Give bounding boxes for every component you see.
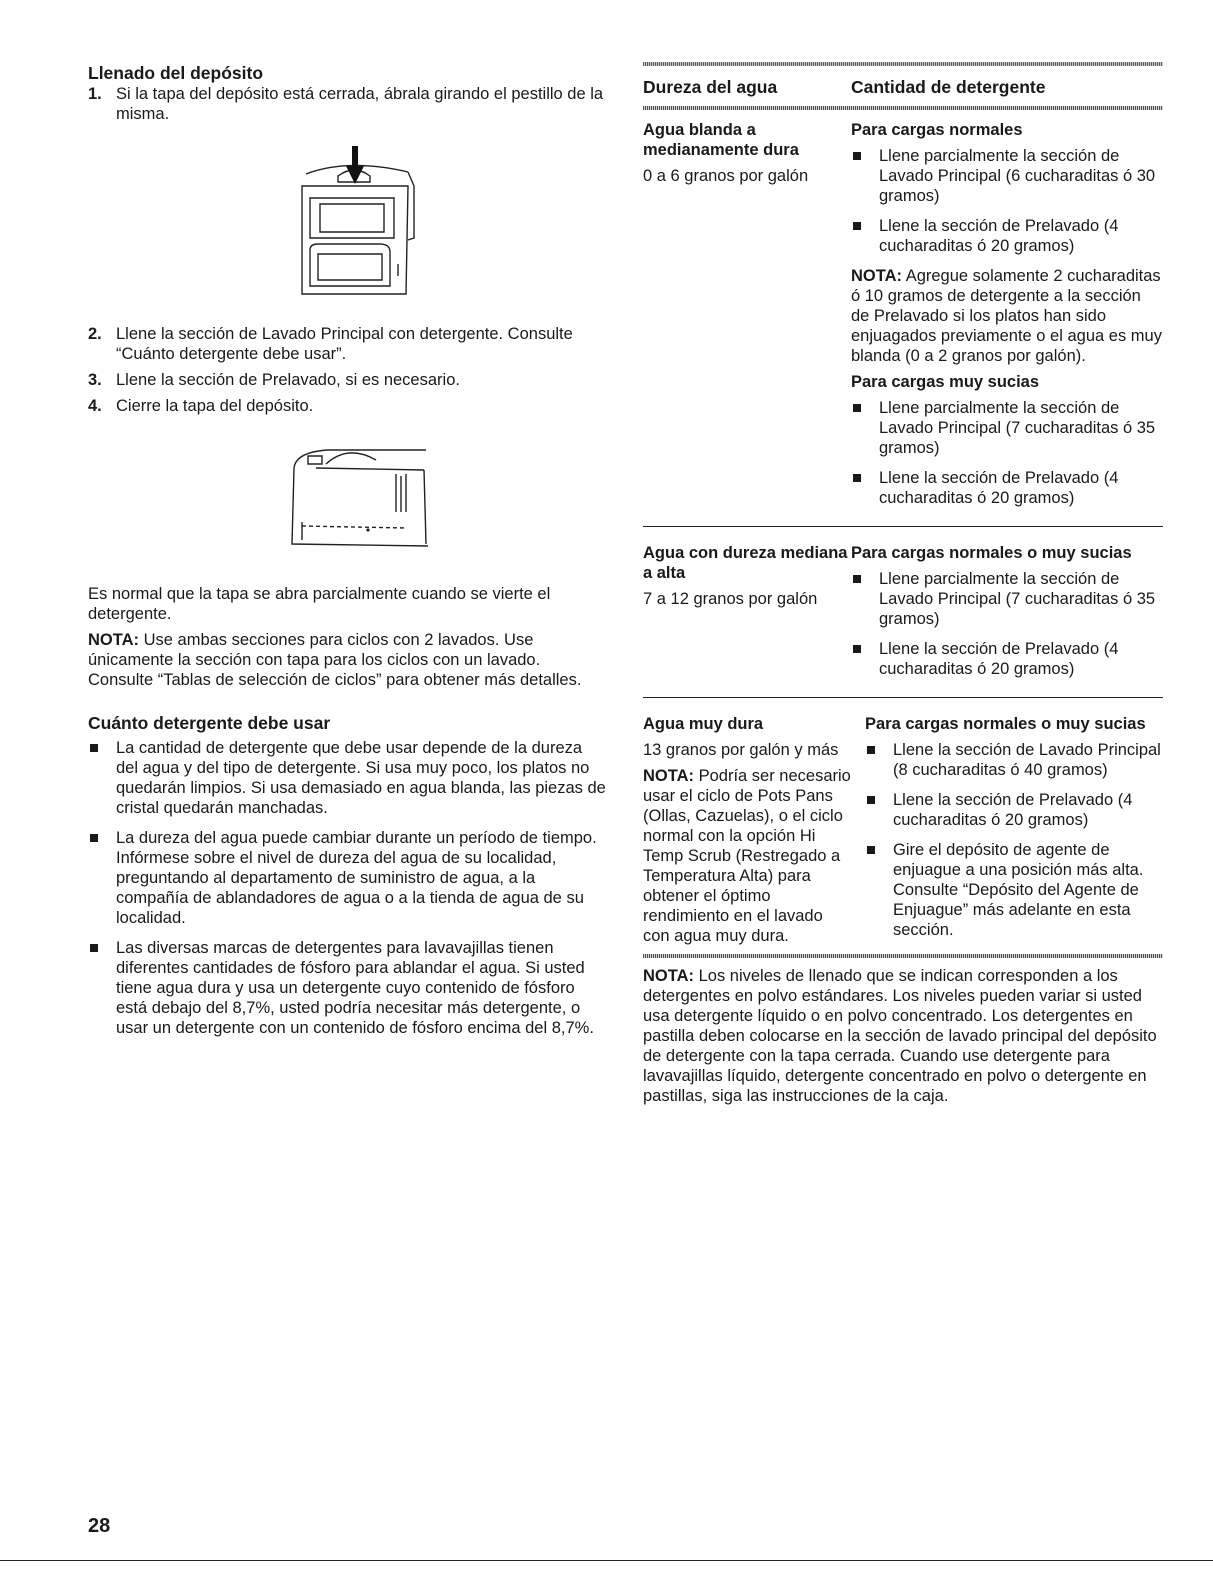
list-item: Gire el depósito de agente de enjuague a una posición más alta. Consulte “Depósito del Agente de Enjuague” más adelante en esta sección. <box>865 840 1163 940</box>
amount-bullet-1: La cantidad de detergente que debe usar depende de la dureza del agua y del tipo de detergente. Si usa muy poco, los platos no quedarán limpios. Si usa demasiado en agua blanda, las piezas de cristal quedarán manchadas. <box>88 738 608 818</box>
page-number: 28 <box>88 1515 111 1537</box>
row3-text: 13 granos por galón y más <box>643 741 839 759</box>
row2-bullets <box>851 569 1163 679</box>
table-row <box>643 110 1163 518</box>
step-4: 4. Cierre la tapa del depósito. <box>88 397 314 415</box>
table-header <box>643 66 1163 106</box>
amount-bullets <box>88 738 608 1038</box>
fill-steps-cont <box>88 324 608 416</box>
nota-paragraph: NOTA: Use ambas secciones para ciclos con 2 lavados. Use únicamente la sección con tapa para los ciclos con un lavado. Consulte “Tablas de selección de ciclos” para obtener más detalles. <box>88 631 582 689</box>
list-item: Llene la sección de Prelavado (4 cucharaditas ó 20 gramos) <box>865 790 1163 830</box>
row2-text: 7 a 12 granos por galón <box>643 590 818 608</box>
footer-nota: NOTA: Los niveles de llenado que se indican corresponden a los detergentes en polvo estándares. Los niveles pueden variar si usted usa detergente líquido o en polvo concentrado. Los detergentes en pastilla deben colocarse en la sección de lavado principal del depósito de detergente con la tapa cerrada. Cuando use detergente para lavavajillas líquido, detergente concentrado en polvo o detergente en pastillas, siga las instrucciones de la caja. <box>643 967 1157 1105</box>
list-item: Llene la sección de Prelavado (4 cucharaditas ó 20 gramos) <box>851 216 1163 256</box>
row3-col2-title: Para cargas normales o muy sucias <box>865 715 1146 733</box>
table-row <box>643 697 1163 950</box>
bottom-rule <box>0 1560 1213 1561</box>
table-row <box>643 526 1163 689</box>
fill-steps <box>88 84 608 124</box>
step-2: 2. Llene la sección de Lavado Principal con detergente. Consulte “Cuánto detergente debe usar”. <box>88 325 573 363</box>
amount-heading: Cuánto detergente debe usar <box>88 713 331 733</box>
fill-heading: Llenado del depósito <box>88 63 264 83</box>
row1-normal-bullets <box>851 146 1163 256</box>
row1-dirty-title: Para cargas muy sucias <box>851 373 1040 391</box>
table-bottom-rule <box>643 954 1163 958</box>
row1-nota: NOTA: Agregue solamente 2 cucharaditas ó 10 gramos de detergente a la sección de Prelavado si los platos han sido enjuagados previamente o el agua es muy blanda (0 a 2 granos por galón). <box>851 267 1162 365</box>
row1-text: 0 a 6 granos por galón <box>643 167 809 185</box>
dispenser-open-illustration <box>288 146 608 308</box>
row1-normal-title: Para cargas normales <box>851 121 1023 139</box>
list-item: Llene parcialmente la sección de Lavado Principal (7 cucharaditas ó 35 gramos) <box>851 569 1163 629</box>
dispenser-closed-illustration <box>288 440 608 560</box>
row1-title: Agua blanda a medianamente dura <box>643 121 799 159</box>
list-item: Llene la sección de Lavado Principal (8 cucharaditas ó 40 gramos) <box>865 740 1163 780</box>
left-column <box>88 62 608 1048</box>
step-3: 3. Llene la sección de Prelavado, si es necesario. <box>88 371 460 389</box>
dispenser-open-icon <box>288 146 488 308</box>
row3-title: Agua muy dura <box>643 715 764 733</box>
row2-title: Agua con dureza mediana a alta <box>643 544 848 582</box>
list-item: Llene parcialmente la sección de Lavado Principal (7 cucharaditas ó 35 gramos) <box>851 398 1163 458</box>
row3-bullets <box>865 740 1163 940</box>
list-item: Llene la sección de Prelavado (4 cucharaditas ó 20 gramos) <box>851 468 1163 508</box>
right-column <box>643 62 1163 1106</box>
list-item: Llene parcialmente la sección de Lavado Principal (6 cucharaditas ó 30 gramos) <box>851 146 1163 206</box>
normal-paragraph: Es normal que la tapa se abra parcialmente cuando se vierte el detergente. <box>88 585 551 623</box>
dispenser-closed-icon <box>288 440 448 560</box>
row3-nota: NOTA: Podría ser necesario usar el ciclo de Pots Pans (Ollas, Cazuelas), o el ciclo normal con la opción Hi Temp Scrub (Restregado a Temperatura Alta) para obtener el óptimo rendimiento en el lavado con agua muy dura. <box>643 767 851 945</box>
step-1: 1. Si la tapa del depósito está cerrada, ábrala girando el pestillo de la misma. <box>88 85 604 123</box>
amount-bullet-3: Las diversas marcas de detergentes para lavavajillas tienen diferentes cantidades de fósforo para ablandar el agua. Si usted tiene agua dura y usa un detergente cuyo contenido de fósforo está debajo del 8,7%, usted podría necesitar más detergente, o usar un detergente con un contenido de fósforo encima del 8,7%. <box>88 938 608 1038</box>
row1-dirty-bullets <box>851 398 1163 508</box>
header-detergent-amount: Cantidad de detergente <box>851 77 1046 97</box>
row2-col2-title: Para cargas normales o muy sucias <box>851 544 1132 562</box>
list-item: Llene la sección de Prelavado (4 cucharaditas ó 20 gramos) <box>851 639 1163 679</box>
amount-bullet-2: La dureza del agua puede cambiar durante un período de tiempo. Infórmese sobre el nivel de dureza del agua de su localidad, preguntando al departamento de suministro de agua, a la compañía de ablandadores de agua o a la tienda de agua de su localidad. <box>88 828 608 928</box>
header-water-hardness: Dureza del agua <box>643 77 778 97</box>
